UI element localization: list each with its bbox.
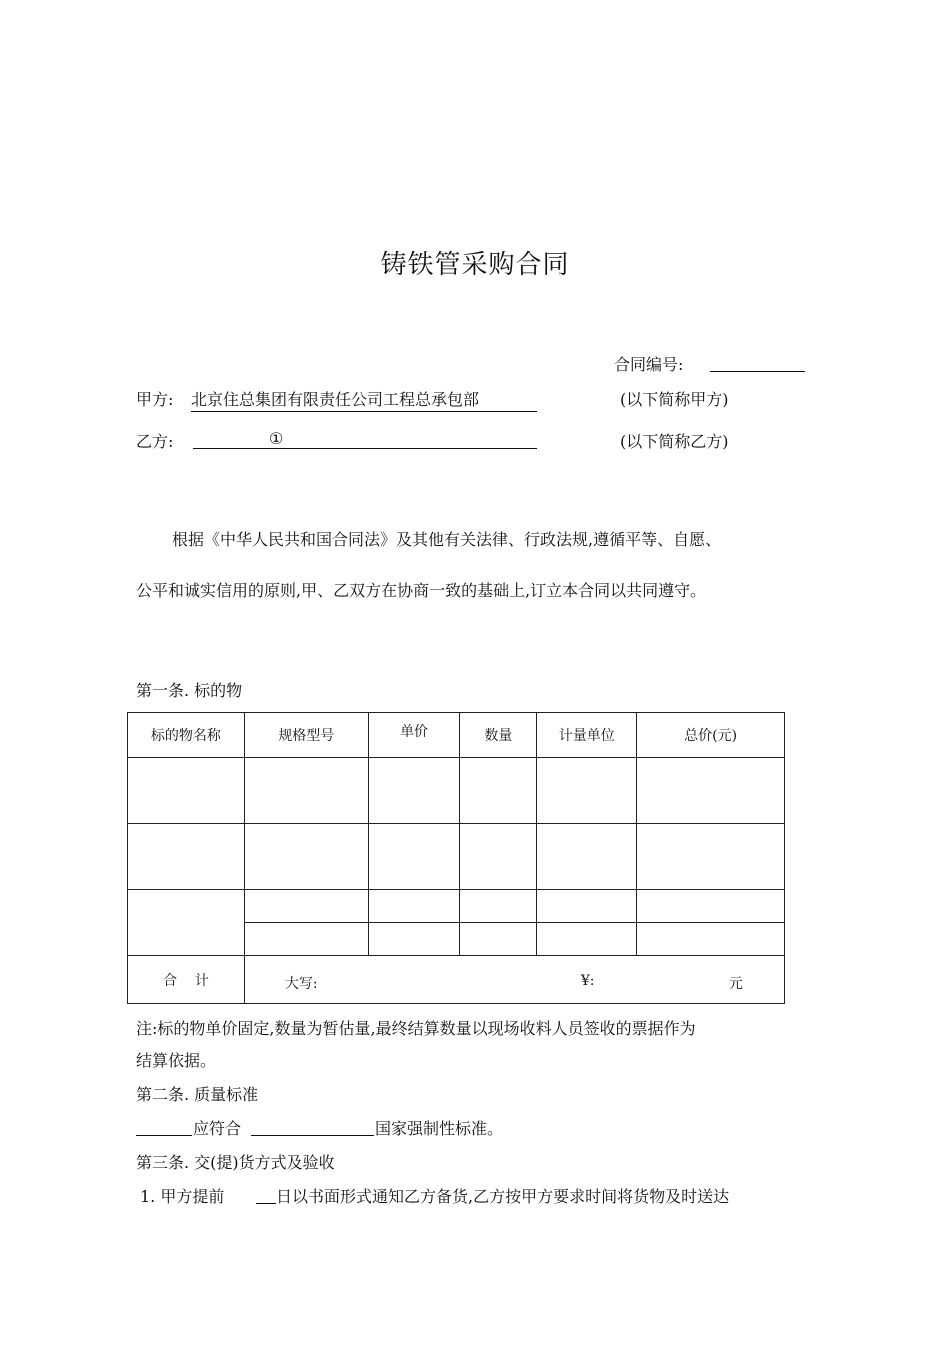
header-quantity: 数量 bbox=[460, 713, 537, 758]
capital-amount-label: 大写: bbox=[284, 976, 318, 992]
preamble-line-1: 根据《中华人民共和国合同法》及其他有关法律、行政法规,遵循平等、自愿、 bbox=[172, 530, 722, 549]
article-3-heading: 第三条. 交(提)货方式及验收 bbox=[136, 1153, 335, 1172]
article-3-days-blank bbox=[256, 1203, 276, 1204]
total-amount-cell bbox=[244, 956, 784, 1004]
header-unit-price: 单价 bbox=[368, 713, 460, 758]
article-1-note-line-2: 结算依据。 bbox=[136, 1051, 217, 1070]
article-3-item-1-prefix: 1. 甲方提前 bbox=[140, 1187, 225, 1206]
header-unit: 计量单位 bbox=[537, 713, 637, 758]
document-title: 铸铁管采购合同 bbox=[380, 250, 570, 280]
party-b-blank bbox=[193, 448, 537, 449]
header-spec: 规格型号 bbox=[244, 713, 368, 758]
article-1-heading: 第一条. 标的物 bbox=[136, 681, 243, 700]
party-b-note: (以下简称乙方) bbox=[620, 432, 729, 451]
table-row bbox=[128, 890, 785, 923]
article-2-text-a: 应符合 bbox=[193, 1119, 242, 1138]
total-label: 合 计 bbox=[128, 956, 245, 1004]
yen-label: ¥: bbox=[580, 973, 595, 989]
header-total: 总价(元) bbox=[637, 713, 785, 758]
table-row bbox=[128, 824, 785, 890]
article-3-item-1-text: 日以书面形式通知乙方备货,乙方按甲方要求时间将货物及时送达 bbox=[276, 1187, 730, 1206]
article-2-blank-b bbox=[251, 1135, 374, 1136]
party-a-label: 甲方: bbox=[136, 390, 174, 409]
article-2-heading: 第二条. 质量标准 bbox=[136, 1085, 259, 1104]
article-2-blank-a bbox=[136, 1135, 192, 1136]
table-row bbox=[128, 758, 785, 824]
contract-number-label: 合同编号: bbox=[614, 355, 684, 374]
items-table bbox=[127, 712, 785, 1004]
article-2-text-b: 国家强制性标准。 bbox=[375, 1119, 504, 1138]
table-total-row bbox=[128, 956, 785, 1004]
article-1-note-line-1: 注:标的物单价固定,数量为暂估量,最终结算数量以现场收料人员签收的票据作为 bbox=[136, 1019, 696, 1038]
party-a-note: (以下简称甲方) bbox=[620, 390, 729, 409]
header-item-name: 标的物名称 bbox=[128, 713, 245, 758]
preamble-line-2: 公平和诚实信用的原则,甲、乙双方在协商一致的基础上,订立本合同以共同遵守。 bbox=[136, 581, 707, 600]
party-a-value: 北京住总集团有限责任公司工程总承包部 bbox=[191, 387, 537, 412]
table-header-row bbox=[128, 713, 785, 758]
party-b-value: ① bbox=[269, 429, 284, 448]
contract-number-blank bbox=[710, 371, 805, 372]
yuan-label: 元 bbox=[728, 976, 743, 992]
party-b-label: 乙方: bbox=[136, 432, 174, 451]
